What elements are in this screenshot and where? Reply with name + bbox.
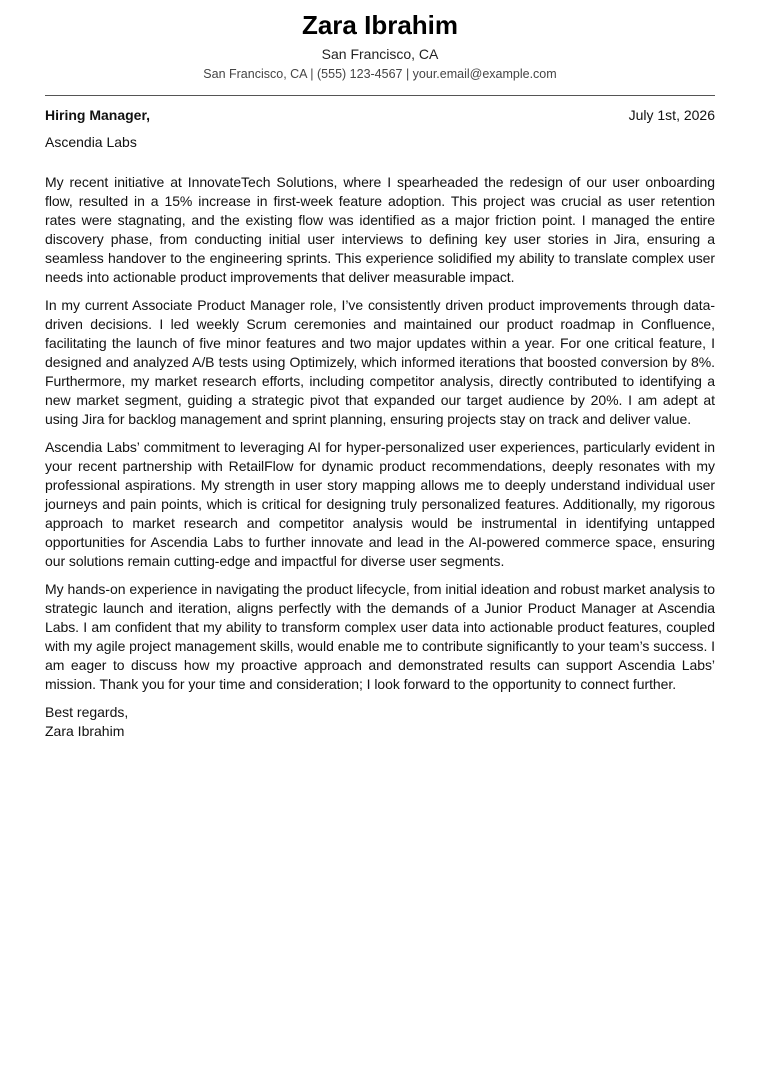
signature-name: Zara Ibrahim — [45, 723, 125, 739]
recipient-date-row — [45, 106, 715, 124]
body-paragraph-4: My hands-on experience in navigating the product lifecycle, from initial ideation and robust market analysis to strategic launch and iteration, aligns perfectly with the demands of a Junior Product Manager at Ascendia Labs. I am confident that my ability to transform complex user data into actionable product features, coupled with my agile project management skills, would enable me to contribute significantly to your team’s success. I am eager to discuss how my proactive approach and demonstrated results can support Ascendia Labs’ mission. Thank you for your time and consideration; I look forward to the opportunity to connect further. — [45, 581, 715, 692]
applicant-name: Zara Ibrahim — [301, 10, 459, 40]
letter-body — [45, 173, 715, 694]
body-paragraph-3: Ascendia Labs’ commitment to leveraging AI for hyper-personalized user experiences, particularly evident in your recent partnership with RetailFlow for dynamic product recommendations, deeply resonates with my professional aspirations. My strength in user story mapping allows me to deeply understand individual user journeys and pain points, which is critical for designing truly personalized features. Additionally, my rigorous approach to market research and competitor analysis would be instrumental in identifying untapped opportunities for Ascendia Labs to further innovate and lead in the AI-powered commerce space, ensuring our solutions remain cutting-edge and impactful for diverse user segments. — [45, 439, 715, 569]
letter-closing — [45, 703, 715, 741]
body-paragraph-1: My recent initiative at InnovateTech Solutions, where I spearheaded the redesign of our user onboarding flow, resulted in a 15% increase in first-week feature adoption. This project was crucial as user retention rates were stagnating, and the existing flow was identified as a major friction point. I managed the entire discovery phase, from conducting initial user interviews to defining key user stories in Jira, ensuring a seamless handover to the engineering sprints. This experience solidified my ability to translate complex user needs into actionable product improvements that deliver measurable impact. — [45, 174, 715, 285]
recipient-company: Ascendia Labs — [45, 134, 137, 150]
letter-date: July 1st, 2026 — [628, 107, 715, 123]
closing-phrase: Best regards, — [45, 704, 129, 720]
header-divider — [45, 95, 715, 96]
cover-letter-page — [45, 0, 715, 741]
contact-line: San Francisco, CA | (555) 123-4567 | your.email@example.com — [203, 67, 557, 81]
applicant-location: San Francisco, CA — [321, 46, 439, 62]
recipient-greeting: Hiring Manager, — [45, 107, 151, 123]
body-paragraph-2: In my current Associate Product Manager role, I’ve consistently driven product improvements through data-driven decisions. I led weekly Scrum ceremonies and maintained our product roadmap in Confluence, facilitating the launch of five minor features and two major updates within a year. For one critical feature, I designed and analyzed A/B tests using Optimizely, which informed iterations that boosted conversion by 8%. Furthermore, my market research efforts, including competitor analysis, directly contributed to identifying a new market segment, guiding a strategic pivot that expanded our target audience by 20%. I am adept at using Jira for backlog management and sprint planning, ensuring projects stay on track and deliver value. — [45, 297, 715, 427]
letter-header — [45, 0, 715, 83]
